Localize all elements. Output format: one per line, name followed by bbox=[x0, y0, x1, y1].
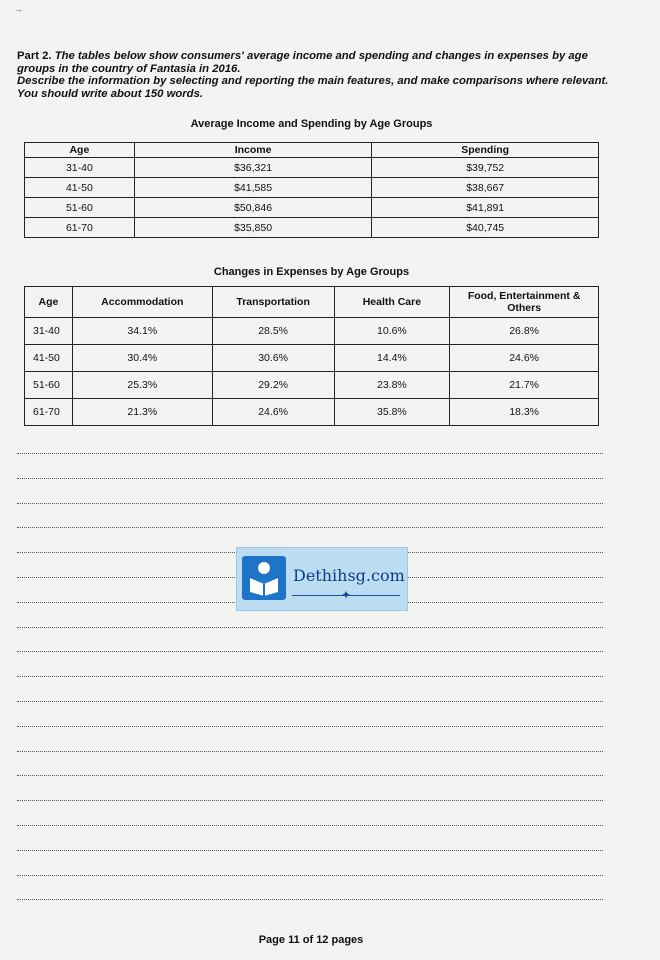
cell-accommodation: 34.1% bbox=[72, 318, 212, 345]
cell-age: 31-40 bbox=[25, 318, 73, 345]
answer-line[interactable] bbox=[17, 627, 603, 628]
table-header-row bbox=[25, 143, 599, 158]
table-row bbox=[25, 158, 599, 178]
table-header-row bbox=[25, 287, 599, 318]
table-row bbox=[25, 198, 599, 218]
answer-line[interactable] bbox=[17, 701, 603, 702]
cell-health-care: 14.4% bbox=[334, 345, 450, 372]
cell-accommodation: 21.3% bbox=[72, 399, 212, 426]
table-row bbox=[25, 345, 599, 372]
cell-health-care: 10.6% bbox=[334, 318, 450, 345]
header-health-care: Health Care bbox=[334, 287, 450, 318]
answer-line[interactable] bbox=[17, 875, 603, 876]
part-label: Part 2. bbox=[17, 50, 52, 62]
instruction-text: Describe the information by selecting and reporting the main features, and make comparisons where relevant. You should write about 150 words. bbox=[17, 75, 609, 100]
cell-food-entertainment: 18.3% bbox=[450, 399, 599, 426]
answer-line[interactable] bbox=[17, 651, 603, 652]
answer-line[interactable] bbox=[17, 850, 603, 851]
cell-spending: $40,745 bbox=[372, 218, 599, 238]
cell-spending: $41,891 bbox=[372, 198, 599, 218]
cell-age: 61-70 bbox=[25, 399, 73, 426]
task-prompt bbox=[17, 50, 617, 100]
answer-line[interactable] bbox=[17, 775, 603, 776]
cell-accommodation: 30.4% bbox=[72, 345, 212, 372]
expenses-table bbox=[24, 286, 599, 426]
table-row bbox=[25, 178, 599, 198]
header-age: Age bbox=[25, 287, 73, 318]
cell-food-entertainment: 21.7% bbox=[450, 372, 599, 399]
reading-person-icon bbox=[242, 556, 286, 600]
table1-title: Average Income and Spending by Age Groups bbox=[190, 118, 433, 130]
prompt-text: The tables below show consumers' average income and spending and changes in expenses by age groups in the country of Fantasia in 2016. bbox=[17, 50, 588, 75]
header-age: Age bbox=[25, 143, 135, 158]
sparkle-icon: ✦ bbox=[341, 588, 352, 602]
table-row bbox=[25, 318, 599, 345]
header-income: Income bbox=[134, 143, 372, 158]
table-row bbox=[25, 372, 599, 399]
answer-line[interactable] bbox=[17, 800, 603, 801]
cell-food-entertainment: 26.8% bbox=[450, 318, 599, 345]
answer-line[interactable] bbox=[17, 503, 603, 504]
cell-income: $36,321 bbox=[134, 158, 372, 178]
answer-line[interactable] bbox=[17, 726, 603, 727]
table2-title: Changes in Expenses by Age Groups bbox=[213, 266, 410, 278]
cell-spending: $38,667 bbox=[372, 178, 599, 198]
cell-accommodation: 25.3% bbox=[72, 372, 212, 399]
watermark-text: Dethihsg.com bbox=[293, 566, 405, 585]
answer-line[interactable] bbox=[17, 751, 603, 752]
cell-food-entertainment: 24.6% bbox=[450, 345, 599, 372]
answer-line[interactable] bbox=[17, 899, 603, 900]
answer-line[interactable] bbox=[17, 453, 603, 454]
answer-line[interactable] bbox=[17, 527, 603, 528]
cell-age: 31-40 bbox=[25, 158, 135, 178]
page-footer: Page 11 of 12 pages bbox=[258, 934, 364, 946]
cell-age: 41-50 bbox=[25, 178, 135, 198]
income-spending-table bbox=[24, 142, 599, 238]
cell-income: $41,585 bbox=[134, 178, 372, 198]
header-accommodation: Accommodation bbox=[72, 287, 212, 318]
cell-transportation: 28.5% bbox=[212, 318, 334, 345]
table-row bbox=[25, 399, 599, 426]
cell-age: 51-60 bbox=[25, 372, 73, 399]
watermark-logo bbox=[236, 547, 408, 611]
cell-health-care: 35.8% bbox=[334, 399, 450, 426]
cell-health-care: 23.8% bbox=[334, 372, 450, 399]
cell-spending: $39,752 bbox=[372, 158, 599, 178]
corner-mark: → bbox=[14, 4, 23, 14]
answer-line[interactable] bbox=[17, 676, 603, 677]
cell-transportation: 29.2% bbox=[212, 372, 334, 399]
header-food-entertainment: Food, Entertainment & Others bbox=[450, 287, 599, 318]
cell-income: $50,846 bbox=[134, 198, 372, 218]
table-row bbox=[25, 218, 599, 238]
cell-age: 41-50 bbox=[25, 345, 73, 372]
cell-age: 51-60 bbox=[25, 198, 135, 218]
cell-age: 61-70 bbox=[25, 218, 135, 238]
cell-transportation: 24.6% bbox=[212, 399, 334, 426]
cell-income: $35,850 bbox=[134, 218, 372, 238]
answer-line[interactable] bbox=[17, 825, 603, 826]
answer-line[interactable] bbox=[17, 478, 603, 479]
header-spending: Spending bbox=[372, 143, 599, 158]
cell-transportation: 30.6% bbox=[212, 345, 334, 372]
header-transportation: Transportation bbox=[212, 287, 334, 318]
